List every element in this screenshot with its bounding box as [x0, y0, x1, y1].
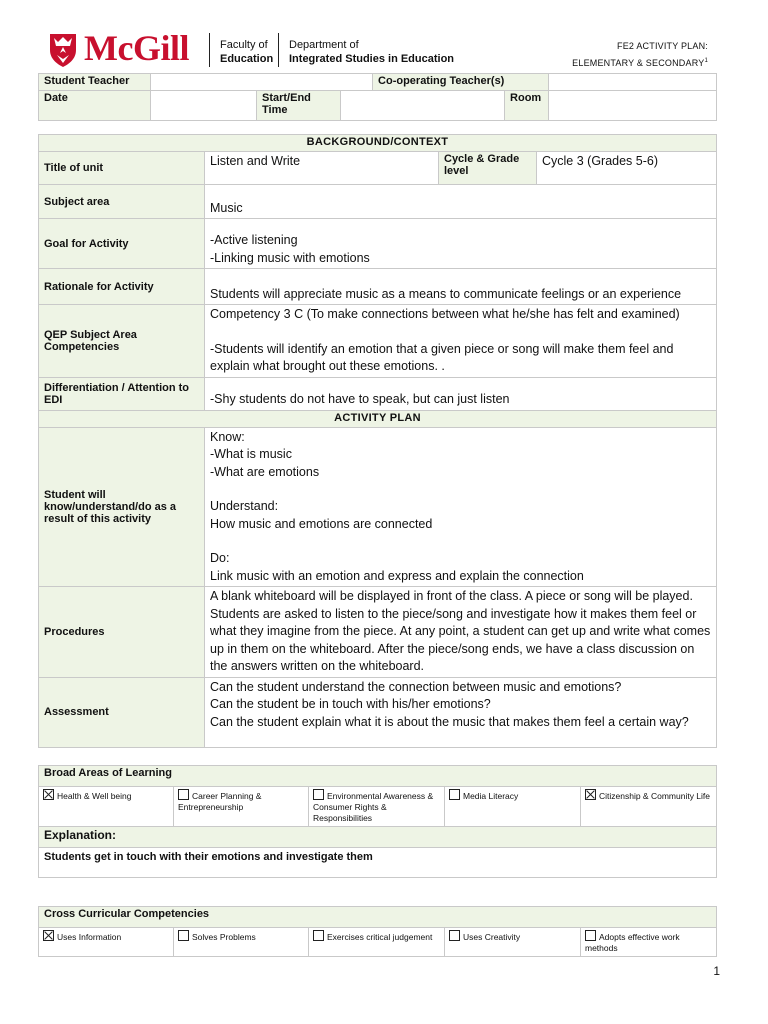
date-field[interactable] — [151, 91, 257, 121]
title-of-unit-label: Title of unit — [39, 152, 205, 185]
checkbox-empty-icon[interactable] — [313, 789, 324, 800]
know-understand-do-value[interactable]: Know: -What is music -What are emotions Understand: How music and emotions are connected Do: Link music with an emotion and express and explain the connection — [205, 427, 717, 587]
checkbox-checked-icon[interactable] — [585, 789, 596, 800]
title-of-unit-value[interactable]: Listen and Write — [205, 152, 439, 185]
start-end-time-label: Start/End Time — [257, 91, 341, 121]
room-label: Room — [505, 91, 549, 121]
cycle-grade-value[interactable]: Cycle 3 (Grades 5-6) — [537, 152, 717, 185]
differentiation-label: Differentiation / Attention to EDI — [39, 377, 205, 410]
page-number: 1 — [713, 964, 720, 978]
teacher-info-table — [38, 73, 717, 121]
page-header — [0, 0, 768, 74]
cooperating-teacher-label: Co-operating Teacher(s) — [373, 74, 549, 91]
competency-option[interactable]: Uses Creativity — [445, 928, 581, 957]
competency-option[interactable]: Exercises critical judgement — [309, 928, 445, 957]
student-teacher-label: Student Teacher — [39, 74, 151, 91]
rationale-label: Rationale for Activity — [39, 269, 205, 305]
procedures-value[interactable]: A blank whiteboard will be displayed in front of the class. A piece or song will be played. Students are asked to listen to the piece/song and investigate how it makes them feel or what they imagine from the piece. At any point, a student can get up and write what comes up in them on the whiteboard. After the piece/song ends, we have a class discussion on the answers written on the whiteboard. — [205, 587, 717, 678]
cooperating-teacher-field[interactable] — [549, 74, 717, 91]
room-field[interactable] — [549, 91, 717, 121]
faculty-label: Faculty of Education — [220, 39, 274, 65]
student-teacher-field[interactable] — [151, 74, 373, 91]
start-end-time-field[interactable] — [341, 91, 505, 121]
mcgill-crest-icon — [48, 32, 78, 68]
assessment-label: Assessment — [39, 677, 205, 747]
checkbox-empty-icon[interactable] — [178, 930, 189, 941]
header-divider — [278, 33, 279, 67]
checkbox-checked-icon[interactable] — [43, 789, 54, 800]
plan-title: FE2 ACTIVITY PLAN: ELEMENTARY & SECONDARY$^1$ — [572, 41, 708, 68]
goal-label: Goal for Activity — [39, 219, 205, 269]
checkbox-checked-icon[interactable] — [43, 930, 54, 941]
broad-areas-title: Broad Areas of Learning — [39, 766, 717, 787]
checkbox-empty-icon[interactable] — [449, 930, 460, 941]
checkbox-empty-icon[interactable] — [585, 930, 596, 941]
header-divider — [209, 33, 210, 67]
cross-curricular-title: Cross Curricular Competencies — [39, 907, 717, 928]
checkbox-empty-icon[interactable] — [313, 930, 324, 941]
explanation-value[interactable]: Students get in touch with their emotions and investigate them — [39, 848, 717, 878]
competency-option[interactable]: Adopts effective work methods — [581, 928, 717, 957]
broad-area-option[interactable]: Health & Well being — [39, 787, 174, 827]
broad-area-option[interactable]: Environmental Awareness & Consumer Rights & Responsibilities — [309, 787, 445, 827]
explanation-label: Explanation: — [39, 827, 717, 848]
checkbox-empty-icon[interactable] — [449, 789, 460, 800]
assessment-value[interactable]: Can the student understand the connection between music and emotions? Can the student be in touch with his/her emotions? Can the student explain what it is about the music that makes them feel a certain way? — [205, 677, 717, 747]
qep-competencies-value[interactable]: Competency 3 C (To make connections between what he/she has felt and examined) -Students will identify an emotion that a given piece or song will make them feel and explain what brought out these emotions. . — [205, 305, 717, 378]
broad-area-option[interactable]: Citizenship & Community Life — [581, 787, 717, 827]
rationale-value[interactable]: Students will appreciate music as a means to communicate feelings or an experience — [205, 269, 717, 305]
competency-option[interactable]: Solves Problems — [174, 928, 309, 957]
broad-area-option[interactable]: Career Planning & Entrepreneurship — [174, 787, 309, 827]
activity-section-title: ACTIVITY PLAN — [39, 410, 717, 427]
competency-option[interactable]: Uses Information — [39, 928, 174, 957]
differentiation-value[interactable]: -Shy students do not have to speak, but can just listen — [205, 377, 717, 410]
checkbox-empty-icon[interactable] — [178, 789, 189, 800]
background-section-title: BACKGROUND/CONTEXT — [39, 135, 717, 152]
know-understand-do-label: Student will know/understand/do as a result of this activity — [39, 427, 205, 587]
subject-area-label: Subject area — [39, 185, 205, 219]
department-label: Department of Integrated Studies in Education — [289, 39, 455, 65]
mcgill-logo: McGill — [84, 28, 189, 68]
broad-area-option[interactable]: Media Literacy — [445, 787, 581, 827]
qep-competencies-label: QEP Subject Area Competencies — [39, 305, 205, 378]
goal-value[interactable]: -Active listening -Linking music with emotions — [205, 219, 717, 269]
procedures-label: Procedures — [39, 587, 205, 678]
subject-area-value[interactable]: Music — [205, 185, 717, 219]
activity-plan-table — [38, 134, 717, 748]
cycle-grade-label: Cycle & Grade level — [439, 152, 537, 185]
date-label: Date — [39, 91, 151, 121]
cross-curricular-table — [38, 906, 717, 957]
broad-areas-table — [38, 765, 717, 878]
